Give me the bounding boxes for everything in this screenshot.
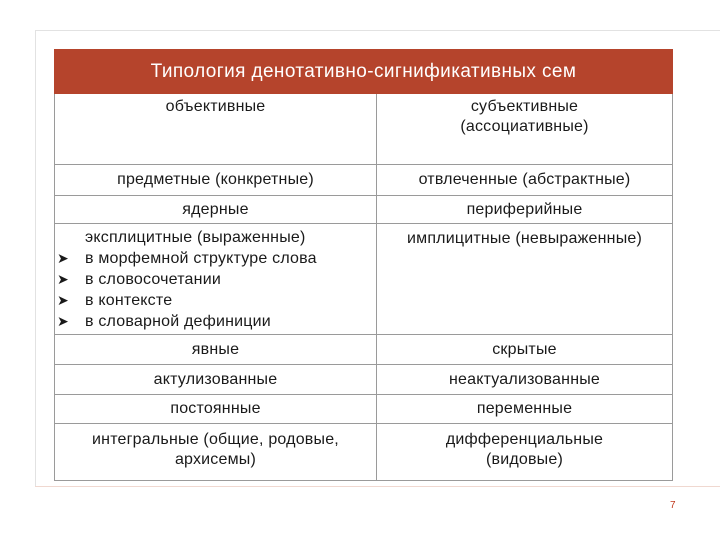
cell-explicit <box>55 224 377 335</box>
list-item <box>57 290 372 311</box>
explicit-bullet-list <box>57 248 372 332</box>
cell-abstract: отвлеченные (абстрактные) <box>377 165 673 196</box>
cell-integral-line1: интегральные (общие, родовые, <box>92 431 339 448</box>
cell-differential <box>377 424 673 481</box>
table-row <box>55 395 673 424</box>
table-row <box>55 224 673 335</box>
slide-title: Типология денотативно-сигнификативных сем <box>55 50 673 94</box>
cell-nuclear: ядерные <box>55 196 377 224</box>
cell-differential-line2: (видовые) <box>485 451 564 468</box>
cell-integral <box>55 424 377 481</box>
cell-hidden: скрытые <box>377 335 673 365</box>
list-item <box>57 311 372 332</box>
cell-subjective-line2: (ассоциативные) <box>460 118 589 135</box>
cell-subjective-line1: субъективные <box>470 98 579 115</box>
table-header-row <box>55 50 673 94</box>
cell-evident: явные <box>55 335 377 365</box>
cell-differential-line1: дифференциальные <box>445 431 604 448</box>
frame-left-line <box>35 30 36 487</box>
cell-actualized: актулизованные <box>55 365 377 395</box>
arrow-right-icon: ➤ <box>57 271 69 287</box>
footer-rule <box>35 486 720 487</box>
cell-concrete: предметные (конкретные) <box>55 165 377 196</box>
list-item <box>57 248 372 269</box>
cell-permanent: постоянные <box>55 395 377 424</box>
list-item <box>57 269 372 290</box>
cell-subjective <box>377 94 673 165</box>
table-row <box>55 94 673 165</box>
semes-table <box>54 49 673 481</box>
table-row <box>55 165 673 196</box>
arrow-right-icon: ➤ <box>57 250 69 266</box>
table-row <box>55 335 673 365</box>
arrow-right-icon: ➤ <box>57 313 69 329</box>
list-item-label: в контексте <box>85 292 173 309</box>
cell-variable: переменные <box>377 395 673 424</box>
table-row <box>55 424 673 481</box>
cell-peripheral: периферийные <box>377 196 673 224</box>
list-item-label: в словосочетании <box>85 271 221 288</box>
cell-integral-line2: архисемы) <box>174 451 257 468</box>
page-number: 7 <box>670 500 676 511</box>
cell-explicit-heading: эксплицитные (выраженные) <box>85 229 306 246</box>
cell-non-actualized: неактуализованные <box>377 365 673 395</box>
table-row <box>55 196 673 224</box>
arrow-right-icon: ➤ <box>57 292 69 308</box>
table-row <box>55 365 673 395</box>
list-item-label: в морфемной структуре слова <box>85 250 317 267</box>
cell-objective: объективные <box>55 94 377 165</box>
frame-top-line <box>35 30 720 31</box>
list-item-label: в словарной дефиниции <box>85 313 271 330</box>
cell-implicit: имплицитные (невыраженные) <box>377 224 673 335</box>
